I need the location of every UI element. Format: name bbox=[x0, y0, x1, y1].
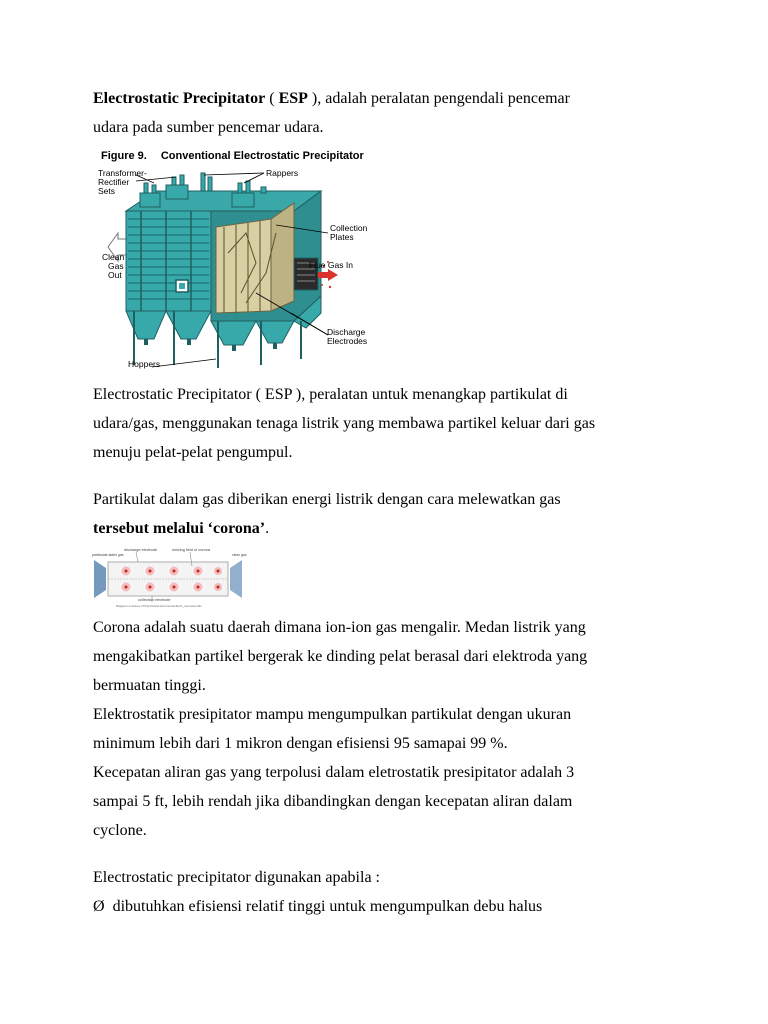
label-flue-gas-in: Flue Gas In bbox=[309, 260, 353, 270]
intro-term: Electrostatic Precipitator bbox=[93, 90, 266, 107]
para4-line-6: Kecepatan aliran gas yang terpolusi dalam eletrostatik presipitator adalah 3 bbox=[93, 764, 575, 781]
intro-abbr: ESP bbox=[278, 90, 308, 107]
para2-line-1: Electrostatic Precipitator ( ESP ), peralatan untuk menangkap partikulat di bbox=[93, 386, 568, 403]
label-clean-gas-out: Clean Gas Out bbox=[102, 252, 125, 280]
label-rappers: Rappers bbox=[266, 168, 299, 178]
fig2-clean-label: clean gas bbox=[232, 553, 247, 557]
label-discharge-electrodes: Discharge Electrodes bbox=[327, 327, 368, 346]
para4-line-1: Corona adalah suatu daerah dimana ion-ion gas mengalir. Medan listrik yang bbox=[93, 619, 586, 636]
para4-line-5: minimum lebih dari 1 mikron dengan efisiensi 95 samapai 99 %. bbox=[93, 735, 508, 752]
para4-line-3: bermuatan tinggi. bbox=[93, 677, 206, 694]
corona-diagram bbox=[92, 546, 252, 610]
intro-line-2: udara pada sumber pencemar udara. bbox=[93, 119, 324, 136]
para4-line-8: cyclone. bbox=[93, 822, 147, 839]
label-hoppers: Hoppers bbox=[128, 359, 161, 369]
corona-phrase: tersebut melalui ‘corona’ bbox=[93, 520, 266, 537]
para2-line-3: menuju pelat-pelat pengumpul. bbox=[93, 444, 293, 461]
intro-line-1 bbox=[93, 84, 693, 113]
fig2-ionizing-label: ionizing field or corona bbox=[172, 548, 210, 552]
para4-line-7: sampai 5 ft, lebih rendah jika dibandingkan dengan kecepatan aliran dalam bbox=[93, 793, 573, 810]
para5-line-1: Electrostatic precipitator digunakan apabila : bbox=[93, 869, 380, 886]
para4-line-2: mengakibatkan partikel bergerak ke dinding pelat berasal dari elektroda yang bbox=[93, 648, 588, 665]
bullet-icon: Ø bbox=[93, 898, 105, 915]
label-collection-plates: Collection Plates bbox=[330, 223, 368, 242]
fig2-credit: Diagram courtesy of http://www.stsl.com/stsltech_overview.htm bbox=[116, 604, 203, 608]
fig2-discharge-label: discharge electrode bbox=[124, 548, 158, 552]
intro-paren: ( bbox=[265, 90, 279, 107]
label-transformer: Transformer- Rectifier Sets bbox=[98, 168, 147, 196]
para3-line-1: Partikulat dalam gas diberikan energi listrik dengan cara melewatkan gas bbox=[93, 491, 561, 508]
para4-line-4: Elektrostatik presipitator mampu mengumpulkan partikulat dengan ukuran bbox=[93, 706, 572, 723]
para2-line-2: udara/gas, menggunakan tenaga listrik yang membawa partikel keluar dari gas bbox=[93, 415, 596, 432]
para3-line-2 bbox=[93, 514, 693, 543]
para3-period: . bbox=[265, 520, 270, 537]
figure1-caption: Conventional Electrostatic Precipitator bbox=[160, 150, 364, 162]
figure1-number: Figure 9. bbox=[101, 150, 147, 162]
fig2-collection-label: collection electrode bbox=[138, 598, 171, 602]
bullet-text: dibutuhkan efisiensi relatif tinggi untuk mengumpulkan debu halus bbox=[104, 898, 543, 915]
para5-line-2 bbox=[93, 892, 693, 921]
intro-rest: ), adalah peralatan pengendali pencemar bbox=[307, 90, 570, 107]
figure1-title bbox=[101, 150, 364, 162]
fig2-particulate-label: particulate-laden gas bbox=[92, 553, 124, 557]
